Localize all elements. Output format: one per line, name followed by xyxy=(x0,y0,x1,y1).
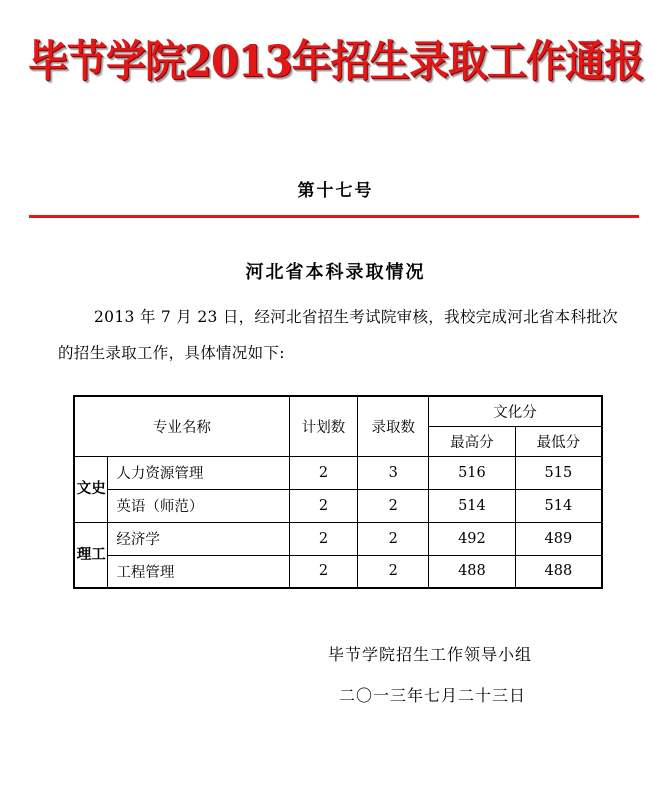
admission-table xyxy=(73,395,603,589)
issue-number: 第十七号 xyxy=(297,181,374,201)
cell-max: 514 xyxy=(429,489,516,522)
cell-min: 489 xyxy=(515,522,602,555)
cell-admitted: 2 xyxy=(358,555,429,588)
masthead-title: 毕节学院2013年招生录取工作通报 xyxy=(27,37,644,87)
cell-max: 492 xyxy=(429,522,516,555)
category-label: 理工 xyxy=(74,522,108,588)
cell-plan: 2 xyxy=(289,522,358,555)
issue-date: 二〇一三年七月二十三日 xyxy=(339,686,527,705)
header-plan: 计划数 xyxy=(289,396,358,456)
table-row xyxy=(74,456,602,489)
red-divider xyxy=(29,215,639,218)
table-row xyxy=(74,489,602,522)
header-min: 最低分 xyxy=(515,426,602,456)
table-row xyxy=(74,522,602,555)
category-label: 文史 xyxy=(74,456,108,522)
cell-admitted: 2 xyxy=(358,522,429,555)
table-row xyxy=(74,555,602,588)
table-header-row xyxy=(74,396,602,426)
cell-admitted: 2 xyxy=(358,489,429,522)
cell-plan: 2 xyxy=(289,489,358,522)
cell-major: 人力资源管理 xyxy=(108,456,289,489)
cell-min: 488 xyxy=(515,555,602,588)
cell-min: 515 xyxy=(515,456,602,489)
section-heading: 河北省本科录取情况 xyxy=(245,262,426,283)
header-major: 专业名称 xyxy=(74,396,289,456)
header-score: 文化分 xyxy=(429,396,602,426)
cell-plan: 2 xyxy=(289,555,358,588)
cell-max: 516 xyxy=(429,456,516,489)
cell-major: 工程管理 xyxy=(108,555,289,588)
cell-major: 英语（师范） xyxy=(108,489,289,522)
cell-min: 514 xyxy=(515,489,602,522)
cell-plan: 2 xyxy=(289,456,358,489)
header-admitted: 录取数 xyxy=(358,396,429,456)
cell-admitted: 3 xyxy=(358,456,429,489)
cell-major: 经济学 xyxy=(108,522,289,555)
header-max: 最高分 xyxy=(429,426,516,456)
signature: 毕节学院招生工作领导小组 xyxy=(328,645,533,664)
body-paragraph: 2013 年 7 月 23 日，经河北省招生考试院审核，我校完成河北省本科批次的招生录取工作，具体情况如下: xyxy=(58,308,618,362)
cell-max: 488 xyxy=(429,555,516,588)
